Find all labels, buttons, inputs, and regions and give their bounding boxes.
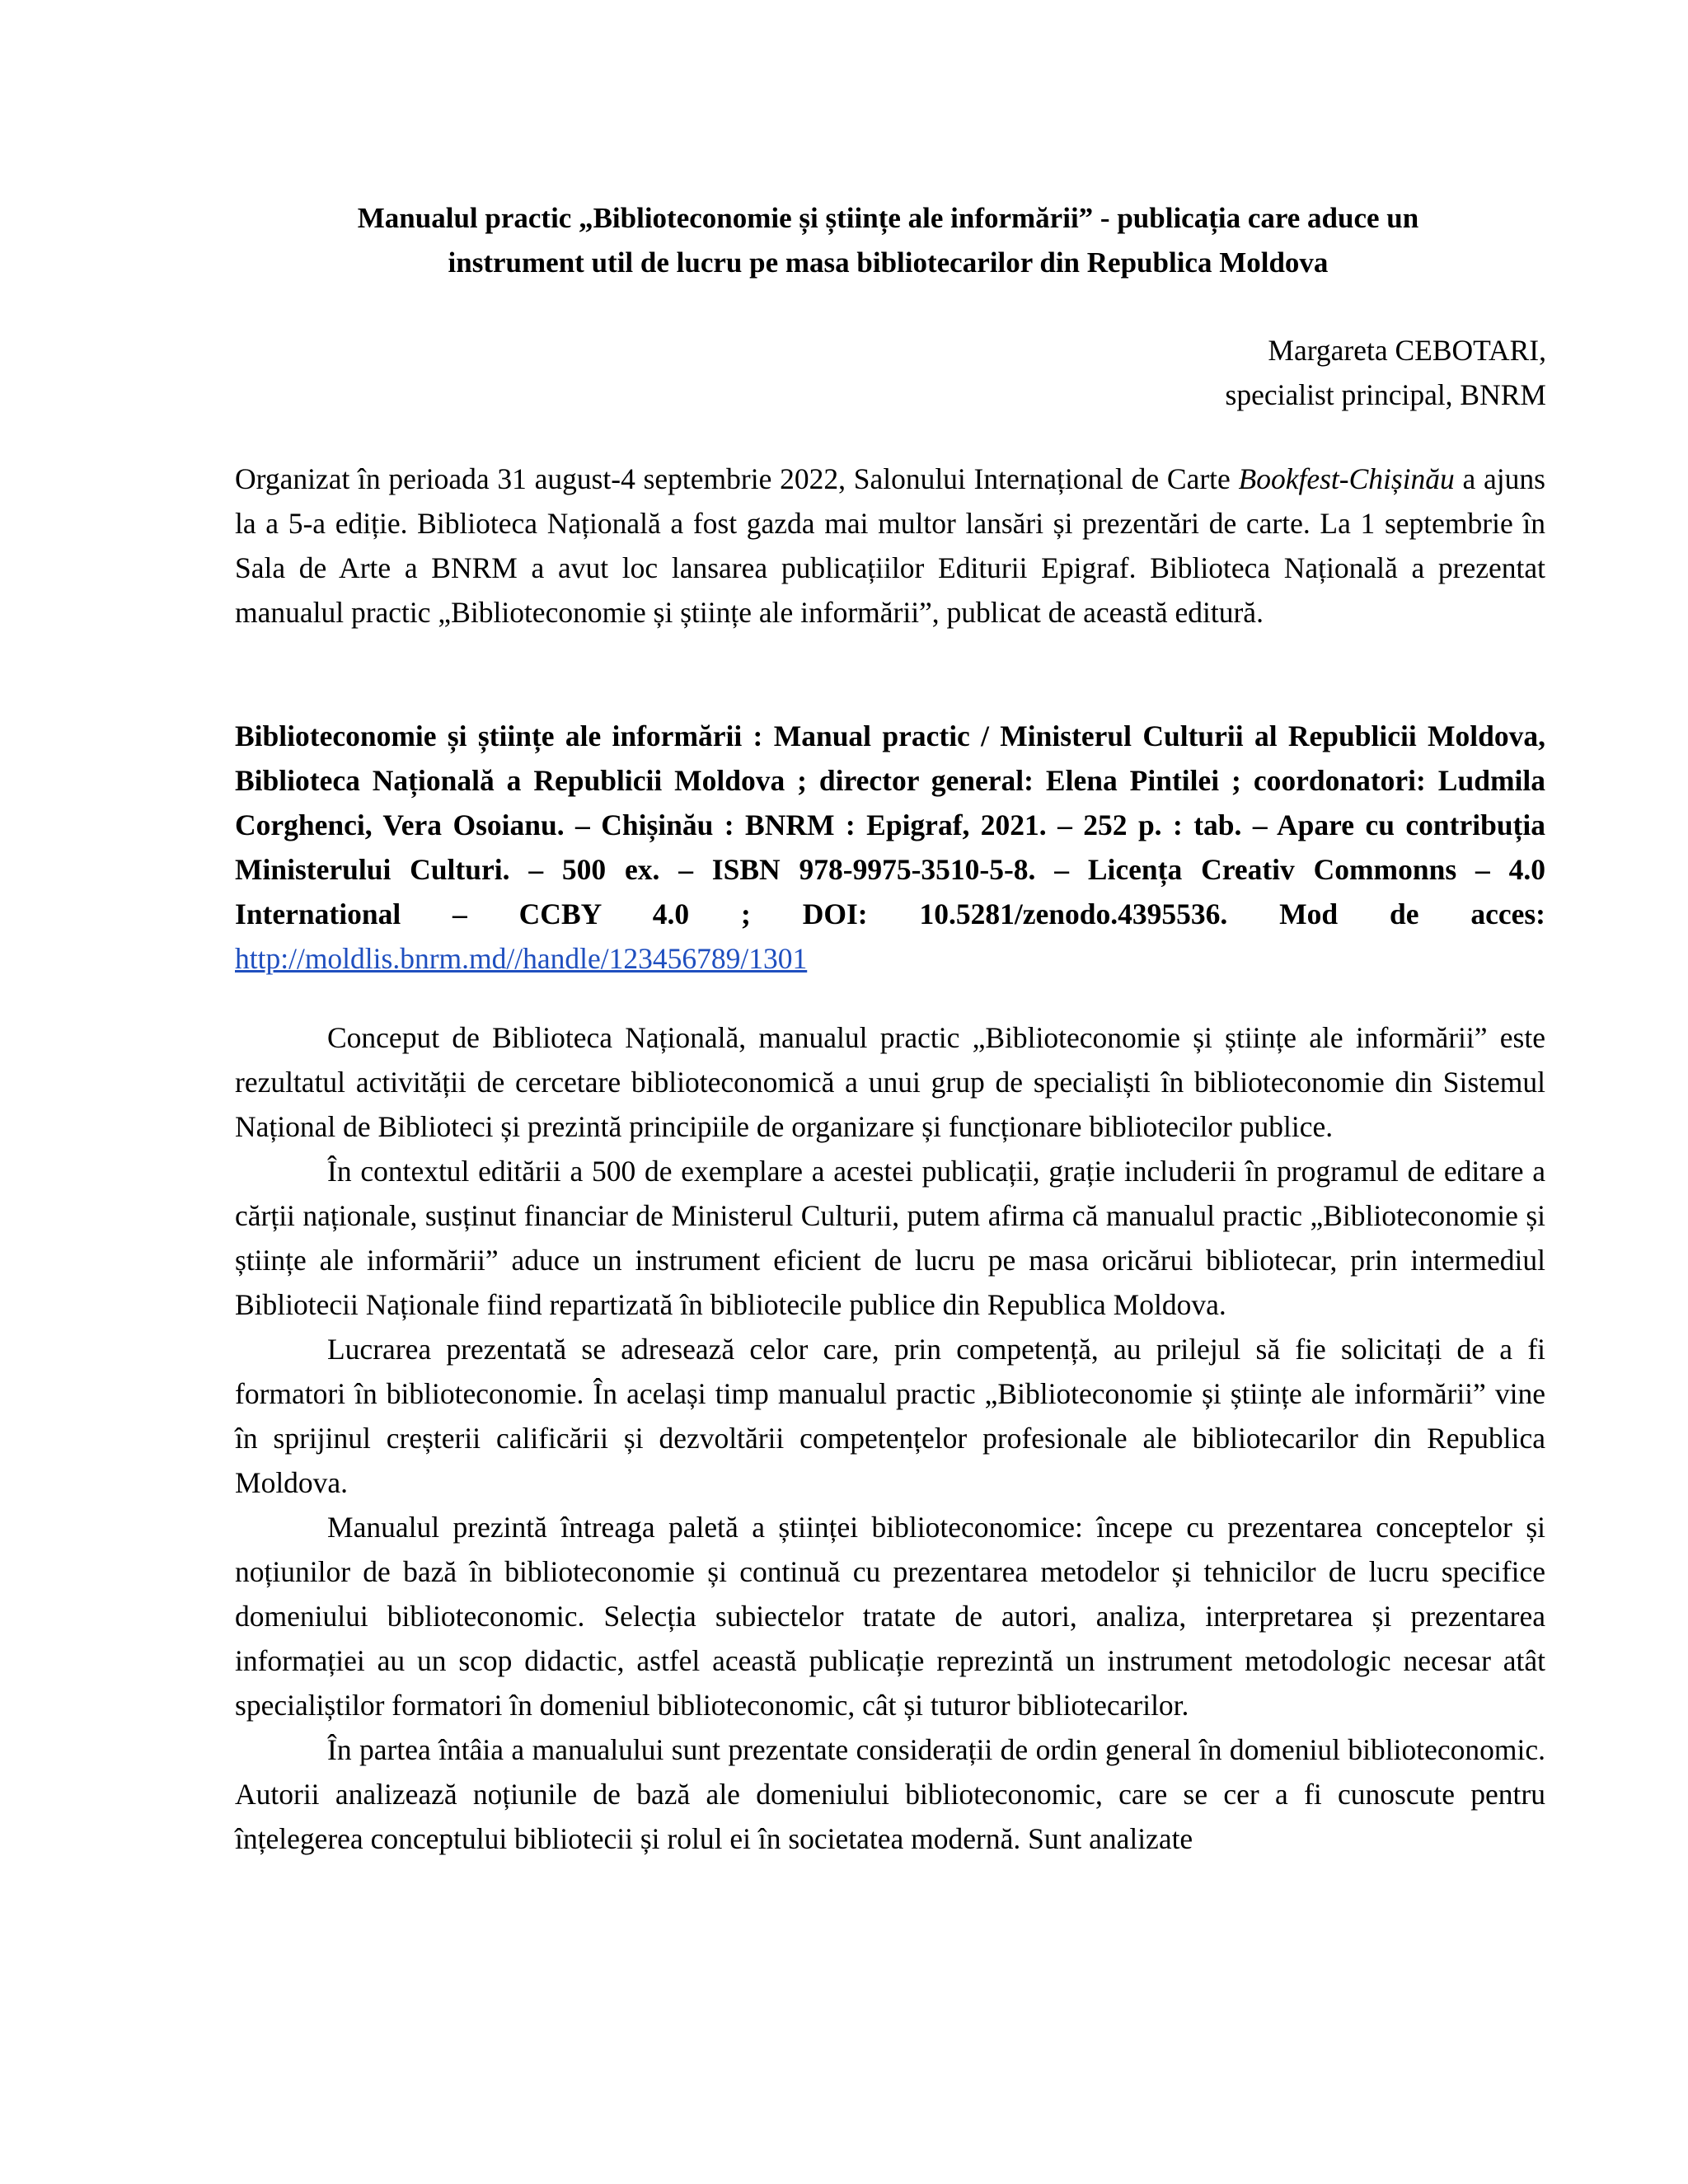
body-paragraph: Lucrarea prezentată se adresează celor care, prin competență, au prilejul să fie solicitați de a fi formatori în biblioteconomie. În același timp manualul practic „Biblioteconomie și științe ale informării” vine în sprijinul creșterii calificării și dezvoltării competențelor profesionale ale bibliotecarilor din Republica Moldova. bbox=[235, 1333, 1545, 1499]
title-line-1: Manualul practic „Biblioteconomie și științe ale informării” - publicația care aduce un bbox=[357, 202, 1419, 234]
body-paragraph: Manualul prezintă întreaga paletă a științei biblioteconomice: începe cu prezentarea conceptelor și noțiunilor de bază în biblioteconomie și continuă cu prezentarea metodelor și tehnicilor de lucru specifice domeniului biblioteconomic. Selecția subiectelor tratate de autori, analiza, interpretarea și prezentarea informației au un scop didactic, astfel această publicație reprezintă un instrument metodologic necesar atât specialiștilor formatori în domeniul biblioteconomic, cât și tuturor bibliotecarilor. bbox=[235, 1511, 1545, 1722]
intro-text-1: Organizat în perioada 31 august-4 septembrie 2022, Salonului Internațional de Carte bbox=[235, 462, 1239, 495]
bibliographic-citation bbox=[235, 714, 1545, 981]
body-paragraphs bbox=[235, 1015, 1545, 1861]
body-paragraph: În contextul editării a 500 de exemplare a acestei publicații, grație includerii în programul de editare a cărții naționale, susținut financiar de Ministerul Culturii, putem afirma că manualul practic „Biblioteconomie și științe ale informării” aduce un instrument eficient de lucru pe masa oricărui bibliotecar, prin intermediul Bibliotecii Naționale fiind repartizată în bibliotecile publice din Republica Moldova. bbox=[235, 1155, 1545, 1321]
intro-italic-event: Bookfest-Chișinău bbox=[1238, 462, 1455, 495]
document-title bbox=[239, 196, 1537, 285]
author-name: Margareta CEBOTARI, bbox=[1268, 334, 1546, 367]
author-block bbox=[1226, 328, 1546, 417]
intro-text-2: a ajuns la a 5-a ediție. Biblioteca Națională a fost gazda mai multor lansări și prezentări de carte. La 1 septembrie în Sala de Arte a BNRM a avut loc lansarea publicațiilor Editurii Epigraf. Biblioteca Națională a prezentat manualul practic „Biblioteconomie și științe ale informării”, publicat de această editură. bbox=[235, 462, 1545, 629]
body-paragraph: În partea întâia a manualului sunt prezentate considerații de ordin general în domeniul biblioteconomic. Autorii analizează noțiunile de bază ale domeniului biblioteconomic, care se cer a fi cunoscute pentru înțelegerea conceptului bibliotecii și rolul ei în societatea modernă. Sunt analizate bbox=[235, 1733, 1545, 1855]
title-line-2: instrument util de lucru pe masa bibliotecarilor din Republica Moldova bbox=[448, 246, 1329, 279]
access-link[interactable]: http://moldlis.bnrm.md//handle/123456789/1301 bbox=[235, 942, 808, 975]
body-paragraph: Conceput de Biblioteca Națională, manualul practic „Biblioteconomie și științe ale informării” este rezultatul activității de cercetare biblioteconomică a unui grup de specialiști în biblioteconomie din Sistemul Național de Biblioteci și prezintă principiile de organizare și funcționare bibliotecilor publice. bbox=[235, 1021, 1545, 1143]
intro-paragraph bbox=[235, 457, 1545, 635]
citation-text: Biblioteconomie și științe ale informării : Manual practic / Ministerul Culturii al Republicii Moldova, Biblioteca Națională a Republicii Moldova ; director general: Elena Pintilei ; coordonatori: Ludmila Corghenci, Vera Osoianu. – Chișinău : BNRM : Epigraf, 2021. – 252 p. : tab. – Apare cu contribuția Ministerului Culturi. – 500 ex. – ISBN 978-9975-3510-5-8. – Licența Creativ Commonns – 4.0 International – CCBY 4.0 ; DOI: 10.5281/zenodo.4395536. Mod de acces: bbox=[235, 719, 1545, 930]
author-role: specialist principal, BNRM bbox=[1225, 378, 1546, 411]
